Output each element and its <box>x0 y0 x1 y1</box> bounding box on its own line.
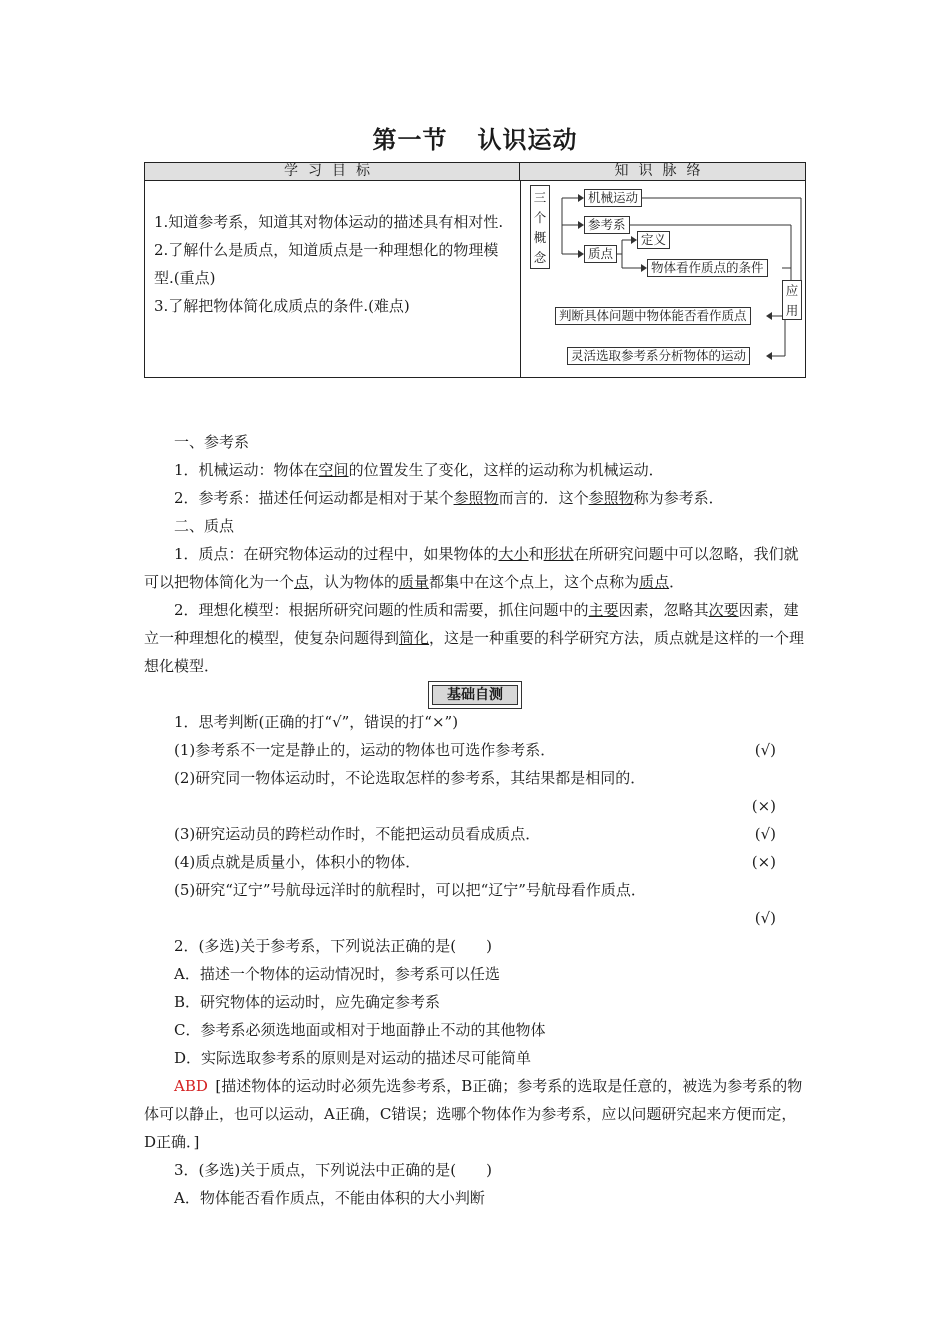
objective-item: 2.了解什么是质点，知道质点是一种理想化的物理模型.(重点) <box>154 241 499 287</box>
option: B．研究物体的运动时，应先确定参考系 <box>174 993 441 1011</box>
node-particle: 质点 <box>584 245 617 263</box>
judgement-mark: (×) <box>751 797 776 815</box>
answer-explanation: ABD [描述物体的运动时必须先选参考系，B正确；参考系的选取是任意的，被选为参考系的物体可以静止，也可以运动，A正确，C错误；选哪个物体作为参考系，应以问题研究起来方便而定，D正确．] <box>144 1077 803 1151</box>
node-application-reference: 灵活选取参考系分析物体的运动 <box>567 347 750 365</box>
title-part2: 认识运动 <box>477 126 578 154</box>
node-definition: 定义 <box>637 231 670 249</box>
question-stem: 1．思考判断(正确的打“√”，错误的打“×”) <box>174 713 459 731</box>
question-stem: 2．(多选)关于参考系，下列说法正确的是( ) <box>174 937 492 955</box>
node-application-particle: 判断具体问题中物体能否看作质点 <box>555 307 751 325</box>
judgement-item: (4)质点就是质量小，体积小的物体． (×) <box>174 853 776 871</box>
option: A．描述一个物体的运动情况时，参考系可以任选 <box>174 965 500 983</box>
option: A．物体能否看作质点，不能由体积的大小判断 <box>174 1189 485 1207</box>
judgement-item: (3)研究运动员的跨栏动作时，不能把运动员看成质点． (√) <box>174 825 776 843</box>
paragraph: 1．机械运动：物体在空间的位置发生了变化，这样的运动称为机械运动． <box>174 461 664 479</box>
lesson-body <box>144 428 806 1212</box>
node-reference-frame: 参考系 <box>584 216 630 234</box>
page-title <box>0 120 950 155</box>
judgement-mark: (√) <box>754 909 776 927</box>
apply-label: 应 用 <box>782 280 802 320</box>
knowledge-map-header: 知识脉络 <box>520 163 805 181</box>
self-test-tag: 基础自测 <box>144 680 806 708</box>
section-heading: 一、参考系 <box>174 433 250 451</box>
knowledge-map <box>522 182 806 378</box>
objective-item: 1.知道参考系，知道其对物体运动的描述具有相对性. <box>154 213 504 231</box>
title-part1: 第一节 <box>372 126 448 154</box>
section-heading: 二、质点 <box>174 517 235 535</box>
concepts-label: 三 个 概 念 <box>530 185 550 269</box>
judgement-item: (5)研究“辽宁”号航母远洋时的航程时，可以把“辽宁”号航母看作质点． <box>174 881 646 899</box>
option: D．实际选取参考系的原则是对运动的描述尽可能简单 <box>174 1049 532 1067</box>
judgement-item: (1)参考系不一定是静止的，运动的物体也可选作参考系． (√) <box>174 741 776 759</box>
objective-item: 3.了解把物体简化成质点的条件.(难点) <box>154 297 410 315</box>
node-mechanical-motion: 机械运动 <box>584 189 642 207</box>
paragraph: 1．质点：在研究物体运动的过程中，如果物体的大小和形状在所研究问题中可以忽略，我们就可以把物体简化为一个点，认为物体的质量都集中在这个点上，这个点称为质点． <box>144 545 799 591</box>
node-particle-condition: 物体看作质点的条件 <box>647 259 768 277</box>
objectives-list <box>154 208 514 320</box>
judgement-item: (2)研究同一物体运动时，不论选取怎样的参考系，其结果都是相同的． <box>174 769 646 787</box>
objectives-table <box>144 162 806 378</box>
question-stem: 3．(多选)关于质点，下列说法中正确的是( ) <box>174 1161 492 1179</box>
option: C．参考系必须选地面或相对于地面静止不动的其他物体 <box>174 1021 546 1039</box>
paragraph: 2．理想化模型：根据所研究问题的性质和需要，抓住问题中的主要因素，忽略其次要因素，建立一种理想化的模型，使复杂问题得到简化，这是一种重要的科学研究方法，质点就是这样的一个理想化模型． <box>144 601 805 675</box>
paragraph: 2．参考系：描述任何运动都是相对于某个参照物而言的．这个参照物称为参考系． <box>174 489 724 507</box>
objectives-header: 学习目标 <box>145 163 520 181</box>
answer-key: ABD <box>174 1077 208 1095</box>
